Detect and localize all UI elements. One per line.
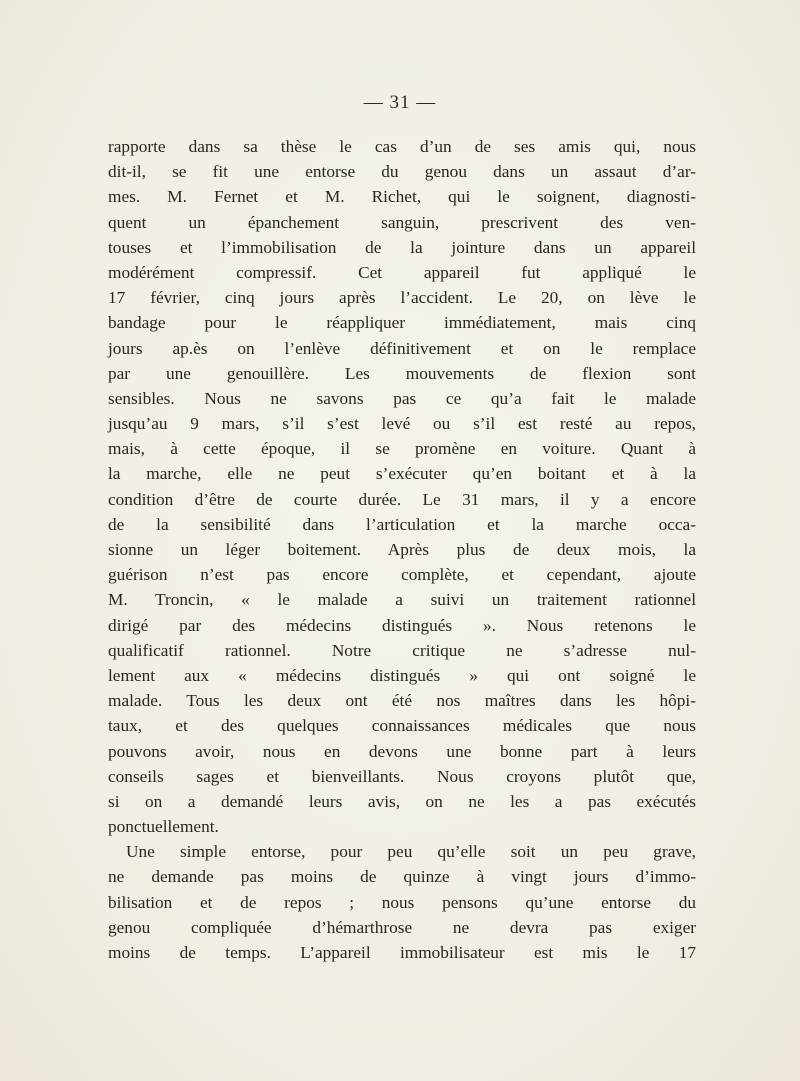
text-line: si on a demandé leurs avis, on ne les a pas exécutés [108, 791, 696, 811]
text-line: sionne un léger boitement. Après plus de deux mois, la [108, 540, 696, 559]
text-line: bandage pour le réappliquer immédiatement, mais cinq [108, 313, 696, 333]
text-line: genou compliquée d’hémarthrose ne devra pas exiger [108, 917, 696, 937]
text-line: ne demande pas moins de quinze à vingt jours d’immo- [108, 867, 696, 887]
text-line: touses et l’immobilisation de la jointure dans un appareil [108, 237, 696, 257]
text-line: jusqu’au 9 mars, s’il s’est levé ou s’il est resté au repos, [108, 414, 696, 434]
text-line: moins de temps. L’appareil immobilisateur est mis le 17 [108, 943, 696, 962]
text-line: dirigé par des médecins distingués ». Nous retenons le [108, 615, 696, 635]
text-line: lement aux « médecins distingués » qui ont soigné le [108, 665, 696, 685]
text-line: bilisation et de repos ; nous pensons qu’une entorse du [108, 892, 696, 912]
text-line: jours ap.ès on l’enlève définitivement et on le remplace [108, 338, 696, 358]
paragraph-end-line: ponctuellement. [108, 817, 219, 837]
text-line: quent un épanchement sanguin, prescrivent des ven- [108, 212, 696, 232]
text-line: condition d’être de courte durée. Le 31 mars, il y a encore [108, 489, 696, 509]
text-line: guérison n’est pas encore complète, et cependant, ajoute [108, 565, 696, 585]
text-line: pouvons avoir, nous en devons une bonne part à leurs [108, 741, 696, 761]
text-line: rapporte dans sa thèse le cas d’un de ses amis qui, nous [108, 137, 696, 156]
text-line: de la sensibilité dans l’articulation et la marche occa- [108, 514, 696, 534]
text-line: sensibles. Nous ne savons pas ce qu’a fait le malade [108, 388, 696, 408]
text-line: mes. M. Fernet et M. Richet, qui le soignent, diagnosti- [108, 187, 696, 207]
text-line: dit-il, se fit une entorse du genou dans un assaut d’ar- [108, 162, 696, 182]
paragraph-start-line: Une simple entorse, pour peu qu’elle soit un peu grave, [126, 842, 696, 862]
text-line: malade. Tous les deux ont été nos maîtres dans les hôpi- [108, 691, 696, 711]
text-line: modérément compressif. Cet appareil fut appliqué le [108, 262, 696, 282]
text-line: par une genouillère. Les mouvements de flexion sont [108, 363, 696, 383]
text-line: conseils sages et bienveillants. Nous croyons plutôt que, [108, 766, 696, 786]
text-line: qualificatif rationnel. Notre critique ne s’adresse nul- [108, 640, 696, 660]
text-line: M. Troncin, « le malade a suivi un traitement rationnel [108, 590, 696, 610]
text-line: la marche, elle ne peut s’exécuter qu’en boitant et à la [108, 464, 696, 484]
text-line: taux, et des quelques connaissances médicales que nous [108, 716, 696, 736]
text-line: 17 février, cinq jours après l’accident. Le 20, on lève le [108, 288, 696, 308]
text-line: mais, à cette époque, il se promène en voiture. Quant à [108, 439, 696, 459]
page-number: — 31 — [363, 92, 437, 113]
body-text [108, 134, 696, 965]
